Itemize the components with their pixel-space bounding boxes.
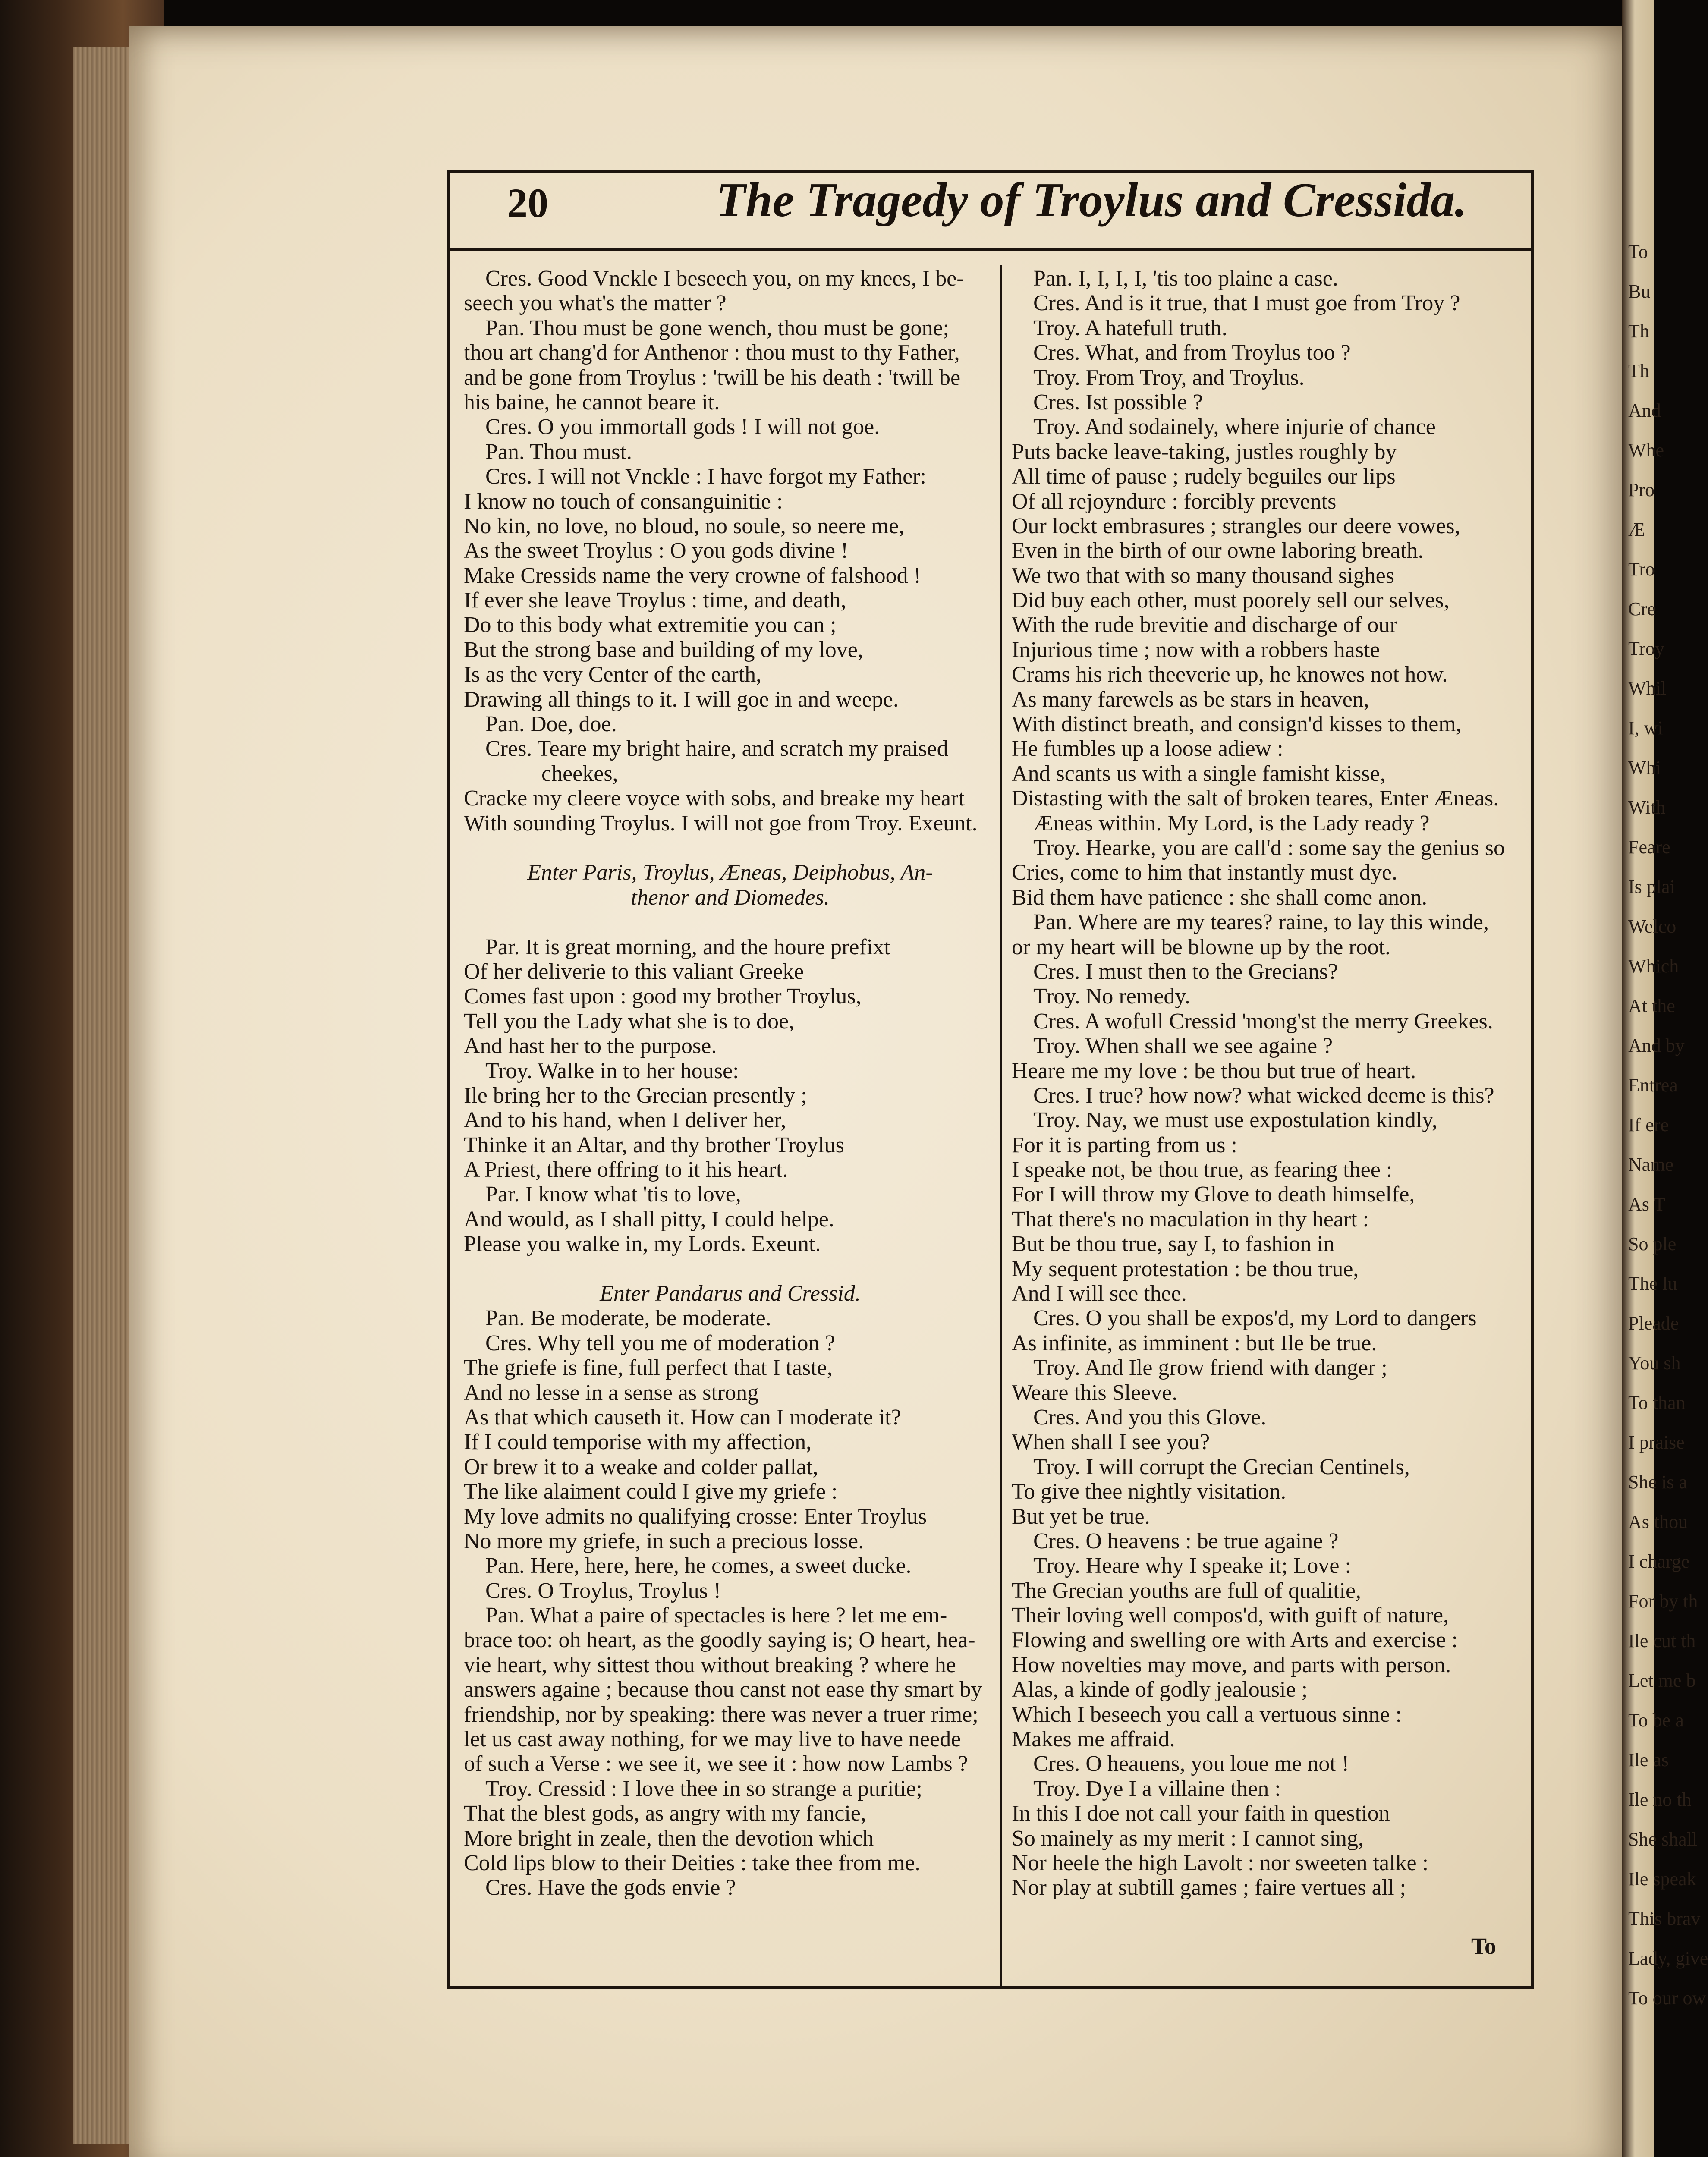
text-line: Æneas within. My Lord, is the Lady ready ?: [1033, 811, 1430, 836]
facing-page-fragment: Whe: [1628, 440, 1664, 461]
text-line: Cres. I will not Vnckle : I have forgot my Father:: [485, 464, 926, 489]
facing-page-fragment: I charge: [1628, 1551, 1690, 1572]
text-line: Pan. Thou must.: [485, 439, 632, 464]
facing-page-fragment: Let me b: [1628, 1670, 1696, 1691]
facing-page-fragment: Welco: [1628, 916, 1677, 937]
facing-page-fragment: Entrea: [1628, 1075, 1678, 1096]
page-number: 20: [507, 180, 548, 226]
text-line: thou art chang'd for Anthenor : thou must to thy Father,: [464, 340, 960, 365]
text-line: vie heart, why sittest thou without breaking ? where he: [464, 1652, 956, 1677]
facing-page-fragment: At the: [1628, 995, 1675, 1016]
text-line: No kin, no love, no bloud, no soule, so neere me,: [464, 513, 905, 538]
text-line: How novelties may move, and parts with person.: [1012, 1652, 1451, 1677]
facing-page-fragment: The lu: [1628, 1273, 1677, 1294]
text-line: But be thou true, say I, to fashion in: [1012, 1232, 1335, 1257]
text-line: Pan. Where are my teares? raine, to lay this winde,: [1033, 910, 1489, 935]
text-line: Troy. I will corrupt the Grecian Centinels,: [1033, 1454, 1410, 1479]
text-line: The like alaiment could I give my griefe :: [464, 1479, 838, 1504]
text-line: [464, 836, 997, 860]
text-line: Cres. What, and from Troylus too ?: [1033, 340, 1351, 365]
facing-page-fragment: To be a: [1628, 1710, 1684, 1731]
text-line: For it is parting from us :: [1012, 1132, 1237, 1157]
text-line: Par. I know what 'tis to love,: [485, 1182, 741, 1207]
right-column: [1012, 266, 1525, 1900]
text-line: Thinke it an Altar, and thy brother Troylus: [464, 1132, 844, 1157]
text-line: Alas, a kinde of godly jealousie ;: [1012, 1677, 1308, 1702]
text-line: Injurious time ; now with a robbers haste: [1012, 637, 1380, 662]
facing-page-fragment: This brav: [1628, 1908, 1701, 1929]
text-line: Ile bring her to the Grecian presently ;: [464, 1083, 807, 1108]
text-line: Weare this Sleeve.: [1012, 1380, 1178, 1405]
text-line: friendship, nor by speaking: there was never a truer rime;: [464, 1702, 978, 1727]
text-line: and be gone from Troylus : 'twill be his death : 'twill be: [464, 365, 961, 390]
facing-page-fragment: If ere: [1628, 1114, 1669, 1135]
text-line: When shall I see you?: [1012, 1430, 1210, 1455]
running-title: The Tragedy of Troylus and Cressida.: [716, 173, 1467, 227]
text-line: So mainely as my merit : I cannot sing,: [1012, 1826, 1364, 1851]
text-line: I know no touch of consanguinitie :: [464, 489, 783, 514]
text-line: As many farewels as be stars in heaven,: [1012, 687, 1369, 712]
facing-page-fragment: As thou: [1628, 1511, 1688, 1532]
facing-page-fragment: Whi: [1628, 757, 1661, 778]
text-line: Crams his rich theeverie up, he knowes not how.: [1012, 662, 1448, 687]
facing-page-fragment: Which: [1628, 956, 1679, 977]
text-line: Troy. Nay, we must use expostulation kindly,: [1033, 1108, 1437, 1133]
text-line: Of her deliverie to this valiant Greeke: [464, 959, 804, 984]
text-line: cheekes,: [541, 761, 618, 786]
text-line: Puts backe leave-taking, justles roughly by: [1012, 439, 1397, 464]
text-line: Nor play at subtill games ; faire vertues all ;: [1012, 1875, 1406, 1900]
text-line: Which I beseech you call a vertuous sinne :: [1012, 1702, 1402, 1727]
facing-page-fragment: Æ: [1628, 519, 1645, 540]
facing-page-fragment: Lady, give: [1628, 1948, 1708, 1969]
text-line: Troy. Heare why I speake it; Love :: [1033, 1553, 1351, 1578]
text-line: I speake not, be thou true, as fearing thee :: [1012, 1157, 1393, 1182]
facing-page-fragment: To than: [1628, 1392, 1686, 1413]
text-line: In this I doe not call your faith in question: [1012, 1801, 1390, 1826]
facing-page-fragment: You sh: [1628, 1352, 1681, 1374]
text-line: Or brew it to a weake and colder pallat,: [464, 1454, 818, 1479]
text-line: Makes me affraid.: [1012, 1727, 1175, 1752]
text-line: Flowing and swelling ore with Arts and exercise :: [1012, 1628, 1458, 1653]
text-line: thenor and Diomedes.: [631, 885, 830, 910]
text-line: or my heart will be blowne up by the root.: [1012, 934, 1391, 959]
text-line: Is as the very Center of the earth,: [464, 662, 762, 687]
facing-page-fragment: To our ow: [1628, 1987, 1706, 2009]
text-line: Troy. Cressid : I love thee in so strange a puritie;: [485, 1776, 922, 1801]
facing-page-fragment: Pro: [1628, 479, 1655, 500]
text-line: Enter Pandarus and Cressid.: [600, 1281, 861, 1306]
text-line: Pan. I, I, I, I, 'tis too plaine a case.: [1033, 266, 1338, 291]
facing-page-fragment: Troy: [1628, 638, 1664, 659]
text-line: Cries, come to him that instantly must dye.: [1012, 860, 1398, 885]
facing-page-fragment: And: [1628, 400, 1661, 421]
text-line: With the rude brevitie and discharge of our: [1012, 613, 1397, 638]
text-line: Par. It is great morning, and the houre prefixt: [485, 934, 890, 959]
facing-page-fragment: Name: [1628, 1154, 1674, 1175]
text-line: But yet be true.: [1012, 1504, 1150, 1529]
text-line: Cres. I true? how now? what wicked deeme is this?: [1033, 1083, 1494, 1108]
facing-page-fragment: Cre: [1628, 598, 1656, 619]
catchword: To: [1471, 1933, 1497, 1959]
text-line: Cres. Teare my bright haire, and scratch my praised: [485, 736, 948, 761]
text-line: More bright in zeale, then the devotion which: [464, 1826, 874, 1851]
facing-page-fragment: Is plai: [1628, 876, 1675, 897]
text-line: With distinct breath, and consign'd kisses to them,: [1012, 712, 1462, 737]
text-line: For I will throw my Glove to death himselfe,: [1012, 1182, 1415, 1207]
text-line: He fumbles up a loose adiew :: [1012, 736, 1283, 761]
text-line: Cracke my cleere voyce with sobs, and breake my heart: [464, 786, 965, 811]
text-line: Drawing all things to it. I will goe in and weepe.: [464, 687, 899, 712]
text-line: Tell you the Lady what she is to doe,: [464, 1009, 795, 1034]
text-line: Cres. I must then to the Grecians?: [1033, 959, 1338, 984]
text-line: Pan. Thou must be gone wench, thou must be gone;: [485, 315, 950, 340]
text-line: That the blest gods, as angry with my fancie,: [464, 1801, 866, 1826]
column-divider: [1000, 265, 1002, 1987]
text-line: Cres. Why tell you me of moderation ?: [485, 1330, 835, 1355]
text-line: Cres. O heauens, you loue me not !: [1033, 1751, 1349, 1777]
facing-page-fragment: Th: [1628, 360, 1649, 381]
text-line: All time of pause ; rudely beguiles our lips: [1012, 464, 1396, 489]
facing-page-fragment: And by: [1628, 1035, 1685, 1056]
text-line: We two that with so many thousand sighes: [1012, 563, 1394, 588]
text-line: [464, 910, 997, 934]
facing-page-fragment: She is a: [1628, 1472, 1687, 1493]
facing-page-fragment: For by th: [1628, 1591, 1698, 1612]
text-line: Cres. O you immortall gods ! I will not goe.: [485, 415, 880, 440]
text-line: of such a Verse : we see it, we see it : how now Lambs ?: [464, 1751, 968, 1777]
text-line: let us cast away nothing, for we may live to have neede: [464, 1727, 961, 1752]
text-line: Bid them have patience : she shall come anon.: [1012, 885, 1428, 910]
text-line: Troy. And sodainely, where injurie of chance: [1033, 415, 1436, 440]
text-line: Did buy each other, must poorely sell our selves,: [1012, 588, 1450, 613]
text-line: And to his hand, when I deliver her,: [464, 1108, 786, 1133]
text-line: Distasting with the salt of broken teares, Enter Æneas.: [1012, 786, 1499, 811]
text-line: Pan. Doe, doe.: [485, 712, 617, 737]
text-line: And I will see thee.: [1012, 1281, 1187, 1306]
text-line: And no lesse in a sense as strong: [464, 1380, 759, 1405]
facing-page-fragment: So ple: [1628, 1233, 1677, 1255]
text-line: seech you what's the matter ?: [464, 291, 727, 316]
text-line: Troy. Hearke, you are call'd : some say the genius so: [1033, 835, 1505, 860]
facing-page-fragment: Ile cut th: [1628, 1630, 1696, 1651]
text-line: The Grecian youths are full of qualitie,: [1012, 1578, 1362, 1603]
text-line: As that which causeth it. How can I moderate it?: [464, 1405, 901, 1430]
text-line: Troy. When shall we see againe ?: [1033, 1034, 1333, 1059]
text-line: My sequent protestation : be thou true,: [1012, 1256, 1359, 1281]
facing-page-fragment: Bu: [1628, 281, 1651, 302]
text-line: Comes fast upon : good my brother Troylus,: [464, 984, 862, 1009]
text-line: No more my griefe, in such a precious losse.: [464, 1528, 864, 1553]
text-line: Troy. No remedy.: [1033, 984, 1190, 1009]
text-line: Even in the birth of our owne laboring breath.: [1012, 538, 1424, 563]
text-line: Troy. A hatefull truth.: [1033, 315, 1227, 340]
text-line: Do to this body what extremitie you can ;: [464, 613, 837, 638]
text-line: The griefe is fine, full perfect that I taste,: [464, 1355, 833, 1380]
text-line: Troy. And Ile grow friend with danger ;: [1033, 1355, 1387, 1380]
text-line: Cres. Have the gods envie ?: [485, 1875, 736, 1900]
text-line: [464, 1257, 997, 1281]
text-line: Cres. Ist possible ?: [1033, 390, 1203, 415]
text-line: And hast her to the purpose.: [464, 1034, 717, 1059]
text-line: As the sweet Troylus : O you gods divine !: [464, 538, 849, 563]
text-line: Troy. From Troy, and Troylus.: [1033, 365, 1305, 390]
facing-page-fragment: Ile speak: [1628, 1868, 1696, 1890]
facing-page-fragment: To: [1628, 241, 1648, 262]
text-line: And scants us with a single famisht kisse,: [1012, 761, 1386, 786]
text-line: Cres. Good Vnckle I beseech you, on my knees, I be-: [485, 266, 964, 291]
text-line: Pan. Here, here, here, he comes, a sweet ducke.: [485, 1553, 912, 1578]
text-line: Troy. Dye I a villaine then :: [1033, 1776, 1281, 1801]
text-line: Troy. Walke in to her house:: [485, 1058, 739, 1083]
text-line: As infinite, as imminent : but Ile be true.: [1012, 1330, 1377, 1355]
text-line: Cold lips blow to their Deities : take thee from me.: [464, 1851, 921, 1875]
text-line: If I could temporise with my affection,: [464, 1430, 812, 1455]
text-line: To give thee nightly visitation.: [1012, 1479, 1287, 1504]
text-line: And would, as I shall pitty, I could helpe.: [464, 1207, 834, 1232]
facing-page-fragment: Tro: [1628, 559, 1655, 580]
text-line: Nor heele the high Lavolt : nor sweeten talke :: [1012, 1851, 1429, 1875]
text-line: A Priest, there offring to it his heart.: [464, 1157, 788, 1182]
text-line: Enter Paris, Troylus, Æneas, Deiphobus, An-: [527, 860, 933, 885]
facing-page-edge: [1622, 0, 1708, 2157]
facing-page-fragment: She shall: [1628, 1829, 1698, 1850]
text-line: Make Cressids name the very crowne of falshood !: [464, 563, 921, 588]
text-line: Their loving well compos'd, with guift of nature,: [1012, 1603, 1449, 1628]
text-line: Pan. Be moderate, be moderate.: [485, 1306, 771, 1331]
text-line: Heare me my love : be thou but true of heart.: [1012, 1058, 1416, 1083]
facing-page-fragment: Pleade: [1628, 1313, 1679, 1334]
text-line: Of all rejoyndure : forcibly prevents: [1012, 489, 1337, 514]
text-line: Cres. A wofull Cressid 'mong'st the merry Greekes.: [1033, 1009, 1493, 1034]
text-line: Cres. O you shall be expos'd, my Lord to dangers: [1033, 1306, 1477, 1331]
text-line: Cres. And you this Glove.: [1033, 1405, 1267, 1430]
text-line: brace too: oh heart, as the goodly saying is; O heart, hea-: [464, 1628, 975, 1653]
facing-page-fragment: Whil: [1628, 678, 1666, 699]
text-line: his baine, he cannot beare it.: [464, 390, 720, 415]
text-line: Cres. O heavens : be true againe ?: [1033, 1528, 1339, 1553]
text-line: If ever she leave Troylus : time, and death,: [464, 588, 846, 613]
text-line: My love admits no qualifying crosse: Enter Troylus: [464, 1504, 927, 1529]
text-line: Cres. And is it true, that I must goe from Troy ?: [1033, 291, 1460, 316]
text-line: Cres. O Troylus, Troylus !: [485, 1578, 721, 1603]
facing-page-fragment: With: [1628, 797, 1666, 818]
facing-page-fragment: Th: [1628, 321, 1649, 342]
text-line: Our lockt embrasures ; strangles our deere vowes,: [1012, 513, 1460, 538]
text-line: answers againe ; because thou canst not ease thy smart by: [464, 1677, 982, 1702]
text-line: Pan. What a paire of spectacles is here ? let me em-: [485, 1603, 947, 1628]
facing-page-fragment: Ile no th: [1628, 1789, 1692, 1810]
facing-page-fragment: Ile as: [1628, 1749, 1669, 1770]
header-rule: [447, 248, 1534, 251]
text-line: With sounding Troylus. I will not goe from Troy. Exeunt.: [464, 811, 978, 836]
facing-page-fragment: I praise: [1628, 1432, 1685, 1453]
facing-page-fragment: As T: [1628, 1194, 1665, 1215]
text-line: That there's no maculation in thy heart :: [1012, 1207, 1369, 1232]
text-line: But the strong base and building of my love,: [464, 637, 863, 662]
left-column: [464, 266, 997, 1900]
text-line: Please you walke in, my Lords. Exeunt.: [464, 1232, 821, 1257]
facing-page-fragment: I, wi: [1628, 717, 1663, 739]
facing-page-fragment: Feare: [1628, 836, 1670, 858]
